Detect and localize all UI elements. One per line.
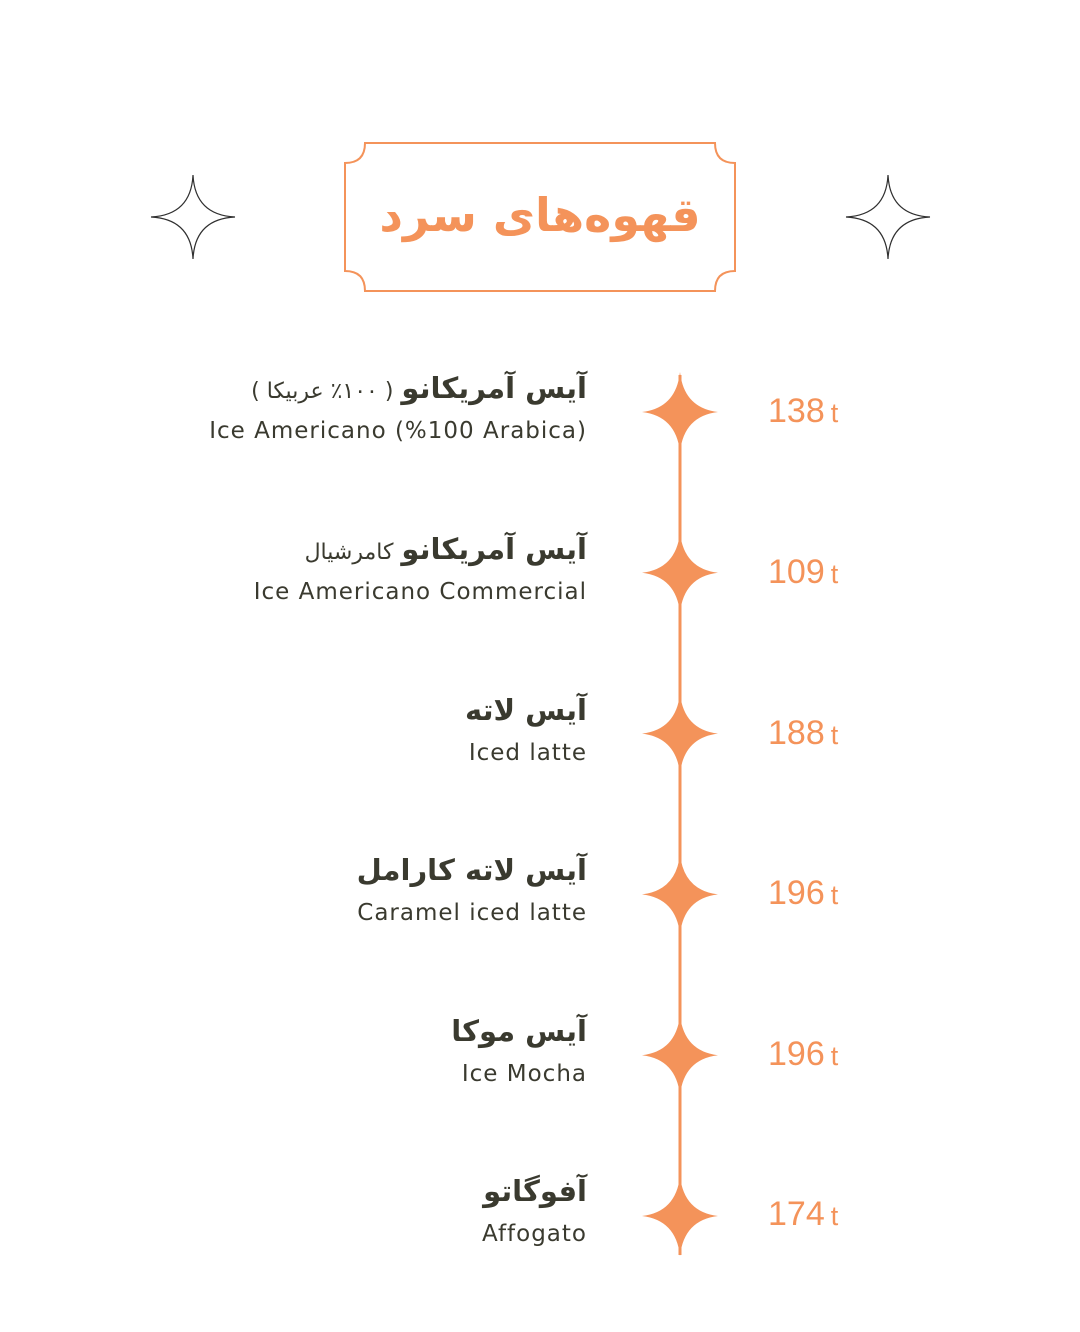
item-price bbox=[768, 711, 908, 755]
item-name-fa-line bbox=[127, 527, 587, 571]
item-suffix-fa: کامرشیال bbox=[304, 540, 394, 565]
item-name-en: Caramel iced latte bbox=[357, 900, 587, 926]
item-price bbox=[768, 550, 908, 594]
price-value: 196 bbox=[768, 1035, 825, 1073]
item-name-en: Ice Americano Commercial bbox=[253, 579, 587, 605]
item-price bbox=[768, 1032, 908, 1076]
price-unit: t bbox=[830, 1201, 839, 1231]
timeline-star-icon bbox=[642, 1015, 718, 1095]
price-value: 138 bbox=[768, 392, 825, 430]
menu-item bbox=[127, 848, 587, 926]
item-name-en: Ice Americano (%100 Arabica) bbox=[209, 418, 587, 444]
price-value: 196 bbox=[768, 874, 825, 912]
item-name-fa: آفوگاتو bbox=[483, 1174, 587, 1208]
menu-item bbox=[127, 527, 587, 605]
item-name-fa-line bbox=[127, 688, 587, 732]
price-value: 174 bbox=[768, 1195, 825, 1233]
item-name-en: Ice Mocha bbox=[461, 1061, 587, 1087]
item-name-fa: آیس لاته کارامل bbox=[356, 853, 587, 887]
price-unit: t bbox=[830, 398, 839, 428]
menu-item bbox=[127, 366, 587, 444]
item-price bbox=[768, 389, 908, 433]
price-unit: t bbox=[830, 559, 839, 589]
item-name-fa: آیس موکا bbox=[451, 1014, 587, 1048]
timeline-star-icon bbox=[642, 372, 718, 452]
timeline-star-icon bbox=[642, 533, 718, 613]
menu-item bbox=[127, 688, 587, 766]
timeline-star-icon bbox=[642, 1176, 718, 1256]
item-name-fa: آیس آمریکانو bbox=[401, 371, 587, 405]
item-name-fa-line bbox=[127, 366, 587, 410]
price-unit: t bbox=[830, 720, 839, 750]
item-name-en: Affogato bbox=[482, 1221, 587, 1247]
item-name-fa-line bbox=[127, 1169, 587, 1213]
item-name-fa-line bbox=[127, 848, 587, 892]
item-suffix-fa: ( ۱۰۰٪ عربیکا ) bbox=[251, 379, 394, 404]
item-price bbox=[768, 871, 908, 915]
price-value: 188 bbox=[768, 714, 825, 752]
price-unit: t bbox=[830, 880, 839, 910]
price-unit: t bbox=[830, 1041, 839, 1071]
item-name-fa-line bbox=[127, 1009, 587, 1053]
timeline-star-icon bbox=[642, 854, 718, 934]
item-name-fa: آیس آمریکانو bbox=[401, 532, 587, 566]
item-name-fa: آیس لاته bbox=[465, 693, 587, 727]
price-value: 109 bbox=[768, 553, 825, 591]
menu-item bbox=[127, 1009, 587, 1087]
timeline-star-icon bbox=[642, 694, 718, 774]
item-name-en: Iced latte bbox=[468, 740, 587, 766]
menu-item bbox=[127, 1169, 587, 1247]
item-price bbox=[768, 1192, 908, 1236]
page-title: قهوه‌های سرد bbox=[379, 188, 701, 242]
